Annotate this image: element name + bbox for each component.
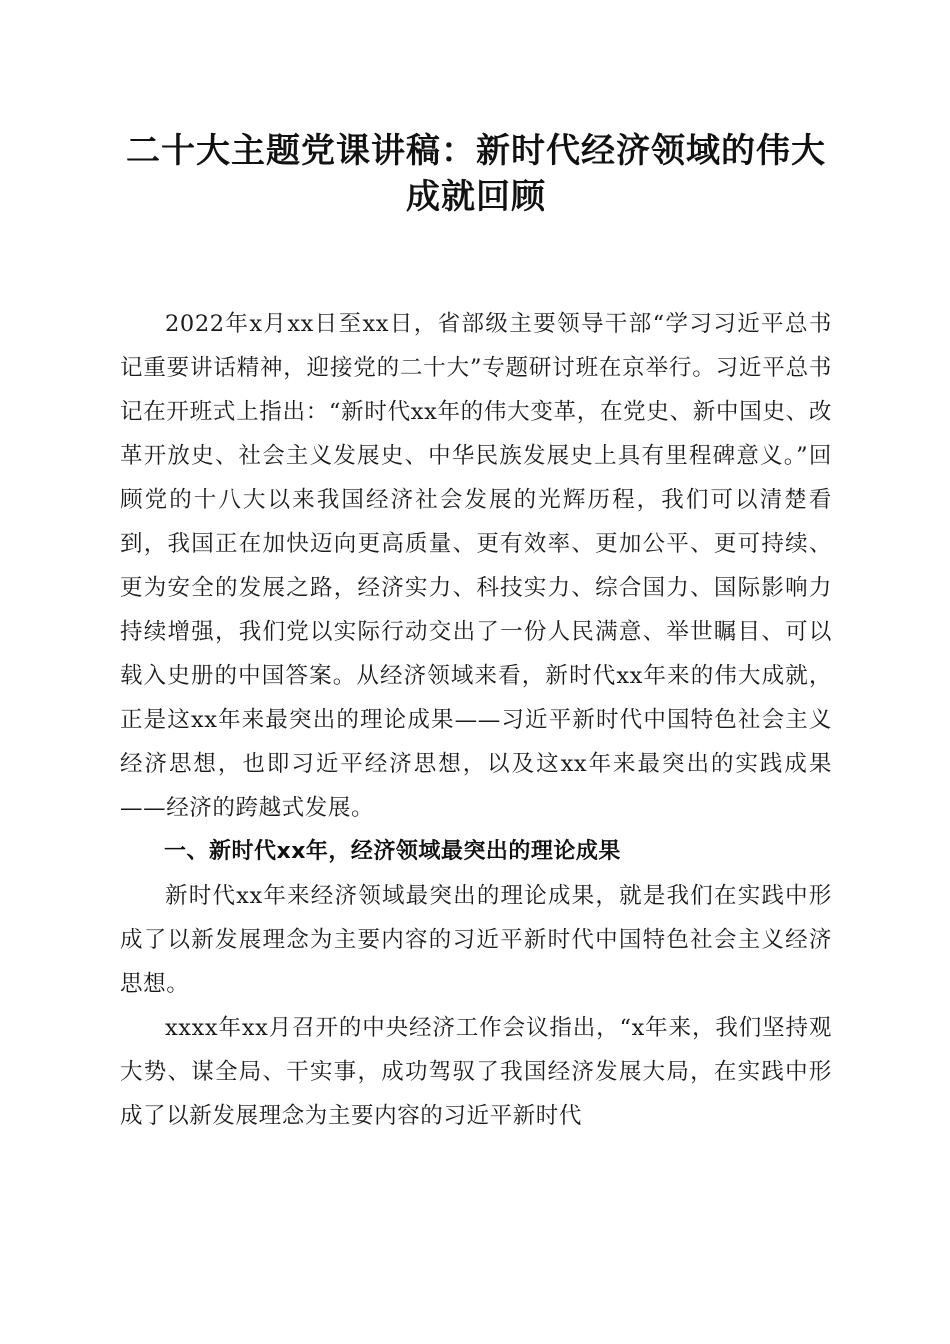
paragraph-intro: 2022年x月xx日至xx日，省部级主要领导干部“学习习近平总书记重要讲话精神，迎接党的二十大”专题研讨班在京举行。习近平总书记在开班式上指出：“新时代xx年的伟大变革，在党史、新中国史、改革开放史、社会主义发展史、中华民族发展史上具有里程碑意义。”回顾党的十八大以来我国经济社会发展的光辉历程，我们可以清楚看到，我国正在加快迈向更高质量、更有效率、更加公平、更可持续、更为安全的发展之路，经济实力、科技实力、综合国力、国际影响力持续增强，我们党以实际行动交出了一份人民满意、举世瞩目、可以载入史册的中国答案。从经济领域来看，新时代xx年来的伟大成就，正是这xx年来最突出的理论成果——习近平新时代中国特色社会主义经济思想，也即习近平经济思想，以及这xx年来最突出的实践成果——经济的跨越式发展。 [120,311,832,821]
paragraph-conference: xxxx年xx月召开的中央经济工作会议指出，“x年来，我们坚持观大势、谋全局、干实事，成功驾驭了我国经济发展大局，在实践中形成了以新发展理念为主要内容的习近平新时代 [120,1015,832,1129]
section-heading-1: 一、新时代xx年，经济领域最突出的理论成果 [164,839,621,864]
document-body [120,302,832,1138]
document-page [120,128,832,1138]
title-line-1: 二十大主题党课讲稿：新时代经济领域的伟大 [126,131,826,171]
paragraph-theory: 新时代xx年来经济领域最突出的理论成果，就是我们在实践中形成了以新发展理念为主要内容的习近平新时代中国特色社会主义经济思想。 [120,883,832,997]
title-line-2: 成就回顾 [406,177,546,217]
document-title [120,128,832,220]
